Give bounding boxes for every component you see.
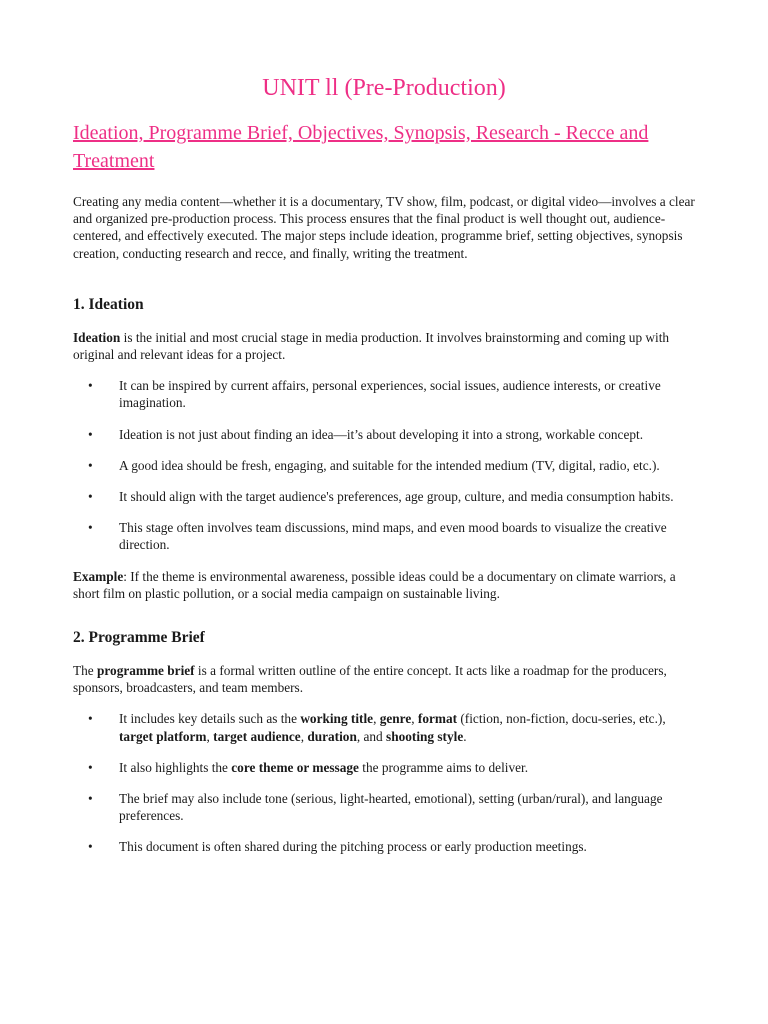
list-item-text: This stage often involves team discussions, mind maps, and even mood boards to visualize the creative direction.	[119, 520, 667, 553]
document-title: UNIT ll (Pre-Production)	[262, 75, 506, 101]
bullet-icon: •	[88, 520, 93, 536]
list-item	[73, 519, 695, 553]
document-subtitle: Ideation, Programme Brief, Objectives, Synopsis, Research - Recce and Treatment	[73, 122, 649, 172]
list-item	[73, 457, 695, 474]
list-item-text: Ideation is not just about finding an idea—it’s about developing it into a strong, workable concept.	[119, 426, 644, 442]
list-item-text: It includes key details such as the working title, genre, format (fiction, non-fiction, docu-series, etc.), target platform, target audience, duration, and shooting style.	[119, 711, 666, 744]
list-item-text: It can be inspired by current affairs, personal experiences, social issues, audience interests, or creative imagination.	[119, 378, 661, 411]
list-item	[73, 710, 695, 744]
list-item	[73, 759, 695, 776]
brief-lead-prefix: The	[73, 663, 97, 679]
ideation-bullet-list	[73, 377, 695, 553]
bullet-icon: •	[88, 426, 93, 442]
section-heading-ideation: 1. Ideation	[73, 295, 144, 313]
ideation-lead-paragraph	[73, 329, 695, 363]
list-item-text: It also highlights the core theme or message the programme aims to deliver.	[119, 759, 529, 775]
ideation-lead-term: Ideation	[73, 329, 121, 345]
list-item-text: The brief may also include tone (serious, light-hearted, emotional), setting (urban/rural), and language preferences.	[119, 791, 663, 824]
bullet-icon: •	[88, 489, 93, 505]
example-label: Example	[73, 568, 124, 584]
bullet-icon: •	[88, 839, 93, 855]
ideation-lead-text: is the initial and most crucial stage in media production. It involves brainstorming and coming up with original and relevant ideas for a project.	[73, 329, 670, 363]
brief-lead-paragraph	[73, 662, 695, 696]
brief-lead-text: is a formal written outline of the entire concept. It acts like a roadmap for the producers, sponsors, broadcasters, and team members.	[73, 663, 667, 696]
bullet-icon: •	[88, 457, 93, 473]
bullet-icon: •	[88, 791, 93, 807]
bullet-icon: •	[88, 759, 93, 775]
list-item	[73, 377, 695, 411]
bullet-icon: •	[88, 378, 93, 394]
bullet-icon: •	[88, 711, 93, 727]
list-item-text: It should align with the target audience's preferences, age group, culture, and media consumption habits.	[119, 489, 674, 505]
brief-lead-term: programme brief	[97, 663, 195, 679]
list-item-text: This document is often shared during the pitching process or early production meetings.	[119, 839, 587, 855]
section-heading-programme-brief: 2. Programme Brief	[73, 629, 205, 647]
intro-paragraph: Creating any media content—whether it is a documentary, TV show, film, podcast, or digital video—involves a clear and organized pre-production process. This process ensures that the final product is well thought out, audience-centered, and effectively executed. The major steps include ideation, programme brief, setting objectives, synopsis creation, conducting research and recce, and finally, writing the treatment.	[73, 194, 695, 261]
ideation-example-paragraph	[73, 568, 695, 602]
brief-bullet-list	[73, 710, 695, 855]
list-item-text: A good idea should be fresh, engaging, and suitable for the intended medium (TV, digital, radio, etc.).	[119, 457, 660, 473]
list-item	[73, 426, 695, 443]
list-item	[73, 488, 695, 505]
list-item	[73, 838, 695, 855]
list-item	[73, 790, 695, 824]
example-text: : If the theme is environmental awareness, possible ideas could be a documentary on climate warriors, a short film on plastic pollution, or a social media campaign on sustainable living.	[73, 568, 676, 601]
